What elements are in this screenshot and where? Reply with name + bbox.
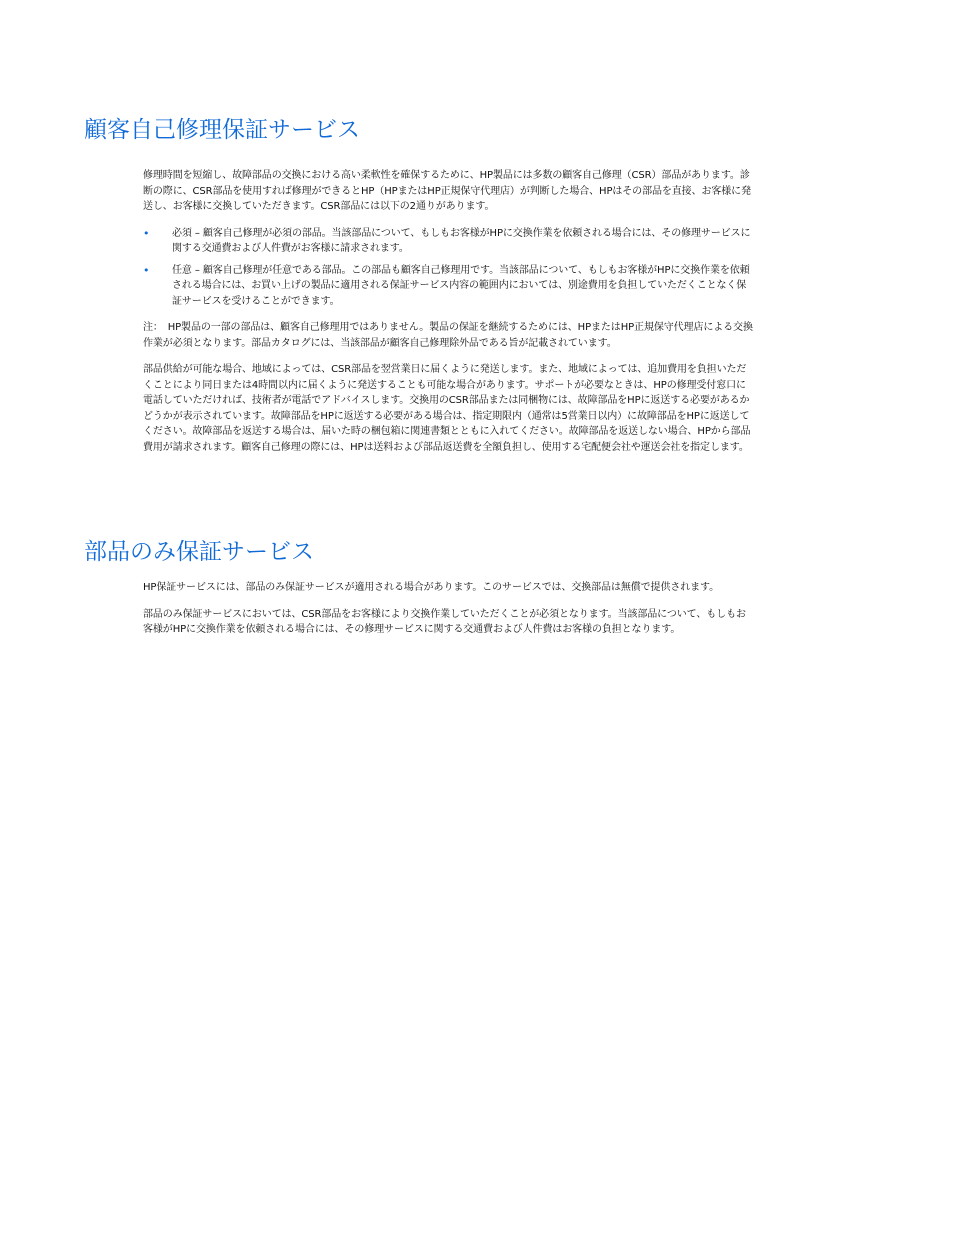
section-body-customer-self-repair [143, 168, 753, 466]
bullet-icon: • [143, 226, 150, 240]
bullet-icon: • [143, 263, 150, 277]
parts-delivery-paragraph: 部品供給が可能な場合、地域によっては、CSR部品を翌営業日に届くように発送します。また、地域によっては、追加費用を負担いただくことにより同日または4時間以内に届くように発送することも可能な場合があります。サポートが必要なときは、HPの修理受付窓口に電話していただければ、技術者が電話でアドバイスします。交換用のCSR部品または同梱物には、故障部品をHPに返送する必要があるかどうかが表示されています。故障部品をHPに返送する必要がある場合は、指定期限内（通常は5営業日以内）に故障部品をHPに返送してください。故障部品を返送する場合は、届いた時の梱包箱に関連書類とともに入れてください。故障部品を返送しない場合、HPから部品費用が請求されます。顧客自己修理の際には、HPは送料および部品返送費を全額負担し、使用する宅配便会社や運送会社を指定します。 [143, 364, 751, 453]
list-item-text: 任意 – 顧客自己修理が任意である部品。この部品も顧客自己修理用です。当該部品について、もしもお客様がHPに交換作業を依頼される場合には、お買い上げの製品に適用される保証サービス内容の範囲内においては、別途費用を負担していただくことなく保証サービスを受けることができます。 [172, 264, 750, 307]
note-paragraph: 注： HP製品の一部の部品は、顧客自己修理用ではありません。製品の保証を継続するためには、HPまたはHP正規保守代理店による交換作業が必須となります。部品カタログには、当該部品が顧客自己修理除外品である旨が記載されています。 [143, 322, 753, 349]
list-item-mandatory [143, 226, 753, 257]
section-body-parts-only-warranty [143, 580, 753, 649]
section-title-parts-only-warranty: 部品のみ保証サービス [84, 539, 314, 565]
parts-only-intro-paragraph: HP保証サービスには、部品のみ保証サービスが適用される場合があります。このサービスでは、交換部品は無償で提供されます。 [143, 582, 720, 593]
csr-part-types-list [143, 226, 753, 310]
section-title-customer-self-repair: 顧客自己修理保証サービス [84, 117, 360, 143]
intro-paragraph: 修理時間を短縮し、故障部品の交換における高い柔軟性を確保するために、HP製品には多数の顧客自己修理（CSR）部品があります。診断の際に、CSR部品を使用すれば修理ができるとHP（HPまたはHP正規保守代理店）が判断した場合、HPはその部品を直接、お客様に発送し、お客様に交換していただきます。CSR部品には以下の2通りがあります。 [143, 170, 751, 212]
parts-only-detail-paragraph: 部品のみ保証サービスにおいては、CSR部品をお客様により交換作業していただくことが必須となります。当該部品について、もしもお客様がHPに交換作業を依頼される場合には、その修理サービスに関する交通費および人件費はお客様の負担となります。 [143, 608, 746, 635]
list-item-text: 必須 – 顧客自己修理が必須の部品。当該部品について、もしもお客様がHPに交換作業を依頼される場合には、その修理サービスに関する交通費および人件費がお客様に請求されます。 [172, 227, 751, 254]
list-item-optional [143, 263, 753, 310]
